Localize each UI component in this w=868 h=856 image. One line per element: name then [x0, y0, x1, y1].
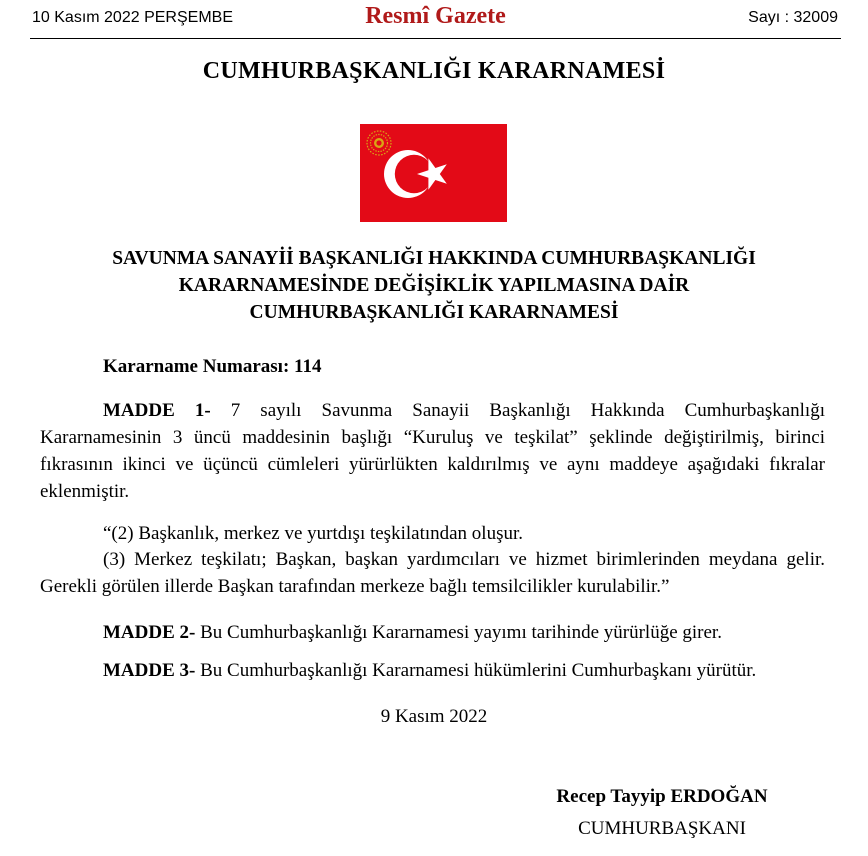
- publication-date: 10 Kasım 2022 PERŞEMBE: [32, 9, 233, 26]
- decree-title-line: SAVUNMA SANAYİİ BAŞKANLIĞI HAKKINDA CUMHURBAŞKANLIĞI: [112, 248, 756, 269]
- decree-date: 9 Kasım 2022: [380, 706, 488, 727]
- turkish-flag-with-presidential-seal-icon: [360, 124, 507, 222]
- added-paragraph: “(2) Başkanlık, merkez ve yurtdışı teşkilatından oluşur.: [103, 523, 524, 544]
- article-2: [40, 619, 825, 646]
- decree-title-line: CUMHURBAŞKANLIĞI KARARNAMESİ: [249, 302, 619, 323]
- signer-name: Recep Tayyip ERDOĞAN: [556, 786, 768, 807]
- decree-number: Kararname Numarası: 114: [103, 356, 322, 377]
- added-paragraph: (3) Merkez teşkilatı; Başkan, başkan yardımcıları ve hizmet birimlerinden meydana gelir. Gerekli görülen illerde Başkan tarafından merkeze bağlı temsilcilikler kurulabilir.”: [40, 549, 825, 597]
- article-3: [40, 657, 825, 684]
- gazette-header: [30, 0, 841, 39]
- decree-title-line: KARARNAMESİNDE DEĞİŞİKLİK YAPILMASINA DAİR: [178, 275, 690, 296]
- article-text: Bu Cumhurbaşkanlığı Kararnamesi hükümlerini Cumhurbaşkanı yürütür.: [195, 660, 757, 681]
- article-text: 7 sayılı Savunma Sanayii Başkanlığı Hakkında Cumhurbaşkanlığı Kararnamesinin 3 üncü maddesinin başlığı “Kuruluş ve teşkilat” şeklinde değiştirilmiş, birinci fıkrasının ikinci ve üçüncü cümleleri yürürlükten kaldırılmış ve aynı maddeye aşağıdaki fıkralar eklenmiştir.: [40, 400, 825, 502]
- article-label: MADDE 3-: [103, 660, 196, 681]
- decree-title: [0, 245, 868, 326]
- article-1: [40, 397, 825, 505]
- issue-number: Sayı : 32009: [748, 9, 838, 26]
- article-label: MADDE 2-: [103, 622, 196, 643]
- document-type-heading: CUMHURBAŞKANLIĞI KARARNAMESİ: [202, 58, 666, 84]
- article-label: MADDE 1-: [103, 400, 211, 421]
- gazette-name: Resmî Gazete: [365, 3, 506, 29]
- signer-title: CUMHURBAŞKANI: [578, 818, 746, 839]
- article-text: Bu Cumhurbaşkanlığı Kararnamesi yayımı tarihinde yürürlüğe girer.: [195, 622, 722, 643]
